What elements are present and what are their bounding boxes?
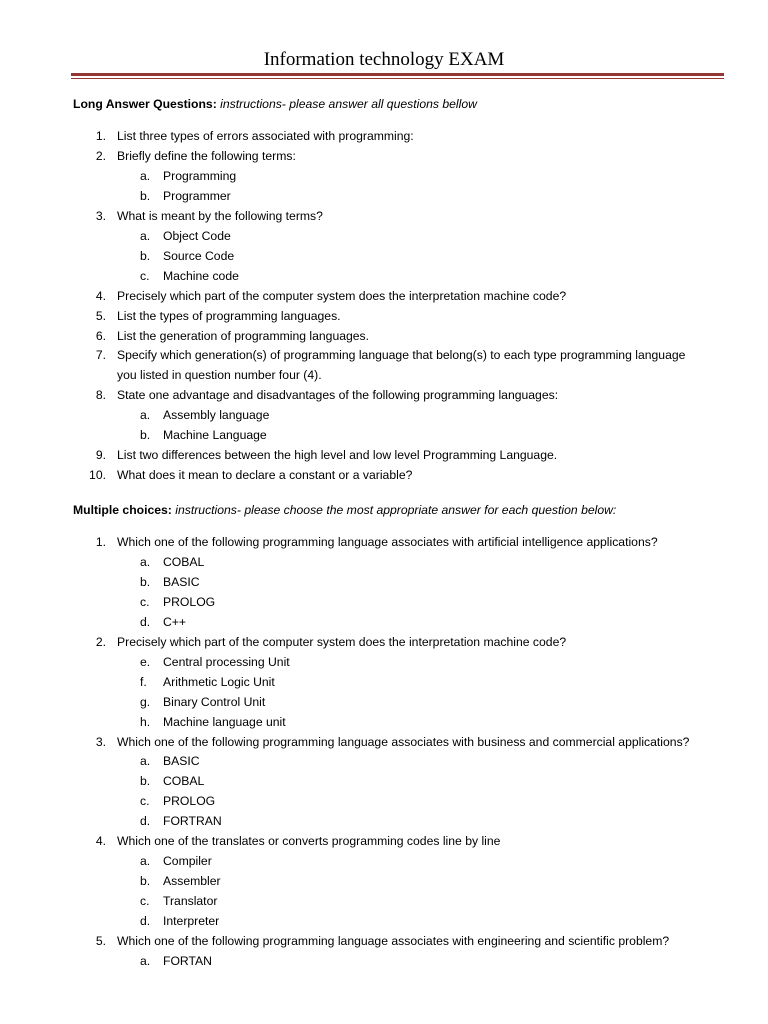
mc-option-letter: b. xyxy=(140,774,151,789)
long-question-text: What is meant by the following terms? xyxy=(117,208,323,223)
mc-option-letter: c. xyxy=(140,794,150,809)
mc-option-text: Interpreter xyxy=(163,914,220,929)
mc-question-text: Precisely which part of the computer system does the interpretation machine code? xyxy=(117,634,567,649)
mc-question-number: 1. xyxy=(95,535,106,549)
mc-option-text: Arithmetic Logic Unit xyxy=(163,674,275,689)
long-question-text: What does it mean to declare a constant or a variable? xyxy=(117,468,413,483)
title-rule-thin xyxy=(71,78,724,79)
long-question-subitem-letter: c. xyxy=(140,268,150,283)
long-question-number: 2. xyxy=(95,148,106,163)
long-question-subitem-text: Machine Language xyxy=(163,428,267,443)
mc-option-text: Machine language unit xyxy=(163,714,286,729)
mc-option-text: C++ xyxy=(163,614,187,629)
mc-question-number: 2. xyxy=(95,634,106,649)
mc-option-text: Central processing Unit xyxy=(163,654,290,669)
mc-option-letter: d. xyxy=(140,614,151,629)
mc-question-text: Which one of the following programming language associates with artificial intelligence applications? xyxy=(117,535,658,549)
mc-option-letter: a. xyxy=(140,953,151,968)
long-question-subitem-text: Assembly language xyxy=(163,408,270,423)
mc-option-text: FORTAN xyxy=(163,953,212,968)
long-question-subitem-letter: b. xyxy=(140,248,151,263)
mc-option-text: COBAL xyxy=(163,774,205,789)
mc-option-text: PROLOG xyxy=(163,594,216,609)
mc-option-letter: c. xyxy=(140,594,150,609)
mc-option-text: PROLOG xyxy=(163,794,216,809)
mc-option-text: Translator xyxy=(163,894,218,909)
long-question-number: 6. xyxy=(95,328,106,343)
long-question-number: 1. xyxy=(95,129,106,143)
mc-question-number: 5. xyxy=(95,934,106,948)
mc-option-letter: a. xyxy=(140,854,151,869)
mc-question-number: 4. xyxy=(95,834,106,849)
mc-option-text: BASIC xyxy=(163,574,200,589)
mc-option-text: FORTRAN xyxy=(163,814,222,829)
long-question-subitem-text: Object Code xyxy=(163,228,231,243)
long-question-number: 7. xyxy=(95,348,106,363)
mc-option-letter: b. xyxy=(140,574,151,589)
mc-option-text: Compiler xyxy=(163,854,212,869)
mc-question-text: Which one of the following programming language associates with engineering and scientific problem? xyxy=(117,934,670,948)
long-question-subitem-letter: a. xyxy=(140,168,151,183)
long-question-subitem-text: Programmer xyxy=(163,188,231,203)
long-question-subitem-text: Machine code xyxy=(163,268,239,283)
mc-option-letter: d. xyxy=(140,814,151,829)
mc-option-text: BASIC xyxy=(163,754,200,769)
mc-question-number: 3. xyxy=(95,734,106,749)
mc-option-letter: b. xyxy=(140,874,151,889)
mc-option-text: COBAL xyxy=(163,554,205,569)
mc-question-text: Which one of the translates or converts programming codes line by line xyxy=(117,834,501,849)
long-question-subitem-letter: b. xyxy=(140,188,151,203)
mc-question-text: Which one of the following programming language associates with business and commercial applications? xyxy=(117,734,690,749)
long-question-number: 8. xyxy=(95,388,106,403)
long-answer-label: Long Answer Questions: xyxy=(73,97,217,111)
mc-option-letter: g. xyxy=(140,694,151,709)
mc-option-letter: e. xyxy=(140,654,151,669)
multiple-choice-label: Multiple choices: xyxy=(73,503,172,517)
mc-option-letter: c. xyxy=(140,894,150,909)
mc-option-text: Binary Control Unit xyxy=(163,694,266,709)
long-question-number: 4. xyxy=(95,288,106,303)
long-question-text: List two differences between the high level and low level Programming Language. xyxy=(117,448,558,463)
mc-option-letter: f. xyxy=(140,674,147,689)
long-answer-instructions: instructions- please answer all questions bellow xyxy=(220,97,477,111)
mc-option-letter: a. xyxy=(140,554,151,569)
long-question-text: List the types of programming languages. xyxy=(117,308,341,323)
long-question-number: 5. xyxy=(95,308,106,323)
multiple-choice-instructions: instructions- please choose the most appropriate answer for each question below: xyxy=(175,503,617,517)
long-question-text: Specify which generation(s) of programming language that belong(s) to each type programming language xyxy=(117,348,686,363)
long-question-subitem-text: Source Code xyxy=(163,248,235,263)
long-question-subitem-letter: a. xyxy=(140,408,151,423)
long-question-subitem-text: Programming xyxy=(163,168,237,183)
long-question-number: 3. xyxy=(95,208,106,223)
long-answer-heading xyxy=(73,96,477,112)
long-question-number: 9. xyxy=(95,448,106,463)
long-question-text: State one advantage and disadvantages of the following programming languages: xyxy=(117,388,559,403)
long-question-text: Briefly define the following terms: xyxy=(117,148,296,163)
title-rule-thick xyxy=(71,73,724,76)
mc-option-letter: d. xyxy=(140,914,151,929)
long-question-text: List three types of errors associated with programming: xyxy=(117,129,414,143)
long-question-number: 10. xyxy=(89,468,106,483)
mc-option-text: Assembler xyxy=(163,874,221,889)
long-question-text: List the generation of programming languages. xyxy=(117,328,370,343)
page-title: Information technology EXAM xyxy=(263,49,505,70)
long-question-subitem-letter: a. xyxy=(140,228,151,243)
long-question-subitem-letter: b. xyxy=(140,428,151,443)
mc-option-letter: h. xyxy=(140,714,151,729)
long-question-text: Precisely which part of the computer system does the interpretation machine code? xyxy=(117,288,567,303)
mc-option-letter: a. xyxy=(140,754,151,769)
long-question-text-continued: you listed in question number four (4). xyxy=(117,368,322,383)
multiple-choice-heading xyxy=(73,502,616,518)
